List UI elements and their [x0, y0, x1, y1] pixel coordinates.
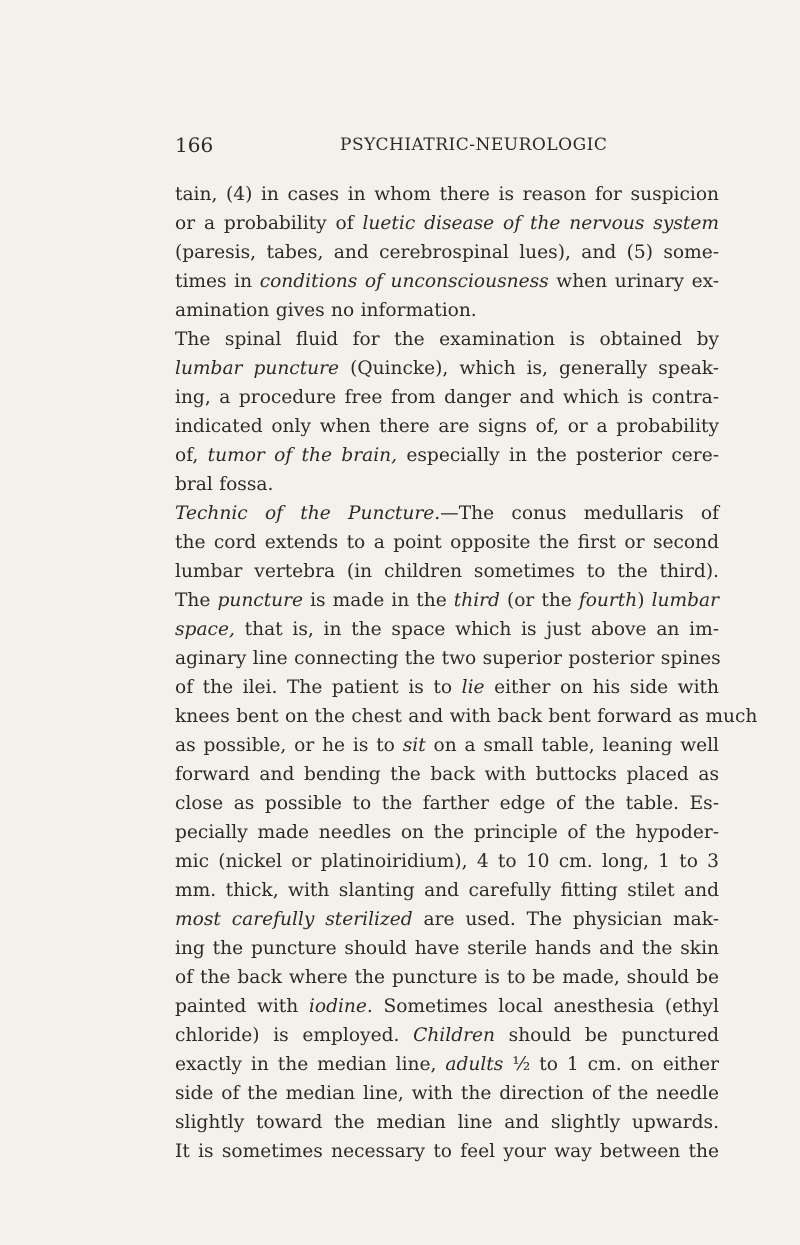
text-line: aginary line connecting the two superior posterior spines: [175, 648, 721, 669]
text-line: lumbar puncture (Quincke), which is, generally speak-: [175, 358, 720, 379]
text-line: (paresis, tabes, and cerebrospinal lues), and (5) some-: [175, 242, 719, 263]
emphasis: space,: [175, 619, 235, 640]
page-header: [175, 133, 715, 163]
text-line: side of the median line, with the direction of the needle: [175, 1083, 719, 1104]
text-line: ing the puncture should have sterile hands and the skin: [175, 938, 719, 959]
text-line: amination gives no information.: [175, 300, 477, 321]
emphasis: adults: [445, 1054, 504, 1075]
text-line: painted with iodine. Sometimes local anesthesia (ethyl: [175, 996, 719, 1017]
emphasis: lumbar: [651, 590, 719, 611]
emphasis: Children: [413, 1025, 495, 1046]
text-line: It is sometimes necessary to feel your way between the: [175, 1141, 719, 1162]
text-line: tain, (4) in cases in whom there is reason for suspicion: [175, 184, 719, 205]
emphasis: Technic of the Puncture.: [175, 503, 441, 524]
emphasis: iodine.: [308, 996, 373, 1017]
text-line: most carefully sterilized are used. The physician mak-: [175, 909, 719, 930]
text-line: forward and bending the back with buttocks placed as: [175, 764, 719, 785]
text-line: close as possible to the farther edge of the table. Es-: [175, 793, 719, 814]
text-line: mic (nickel or platinoiridium), 4 to 10 cm. long, 1 to 3: [175, 851, 719, 872]
text-line: space, that is, in the space which is just above an im-: [175, 619, 719, 640]
emphasis: sit: [402, 735, 426, 756]
text-line: times in conditions of unconsciousness when urinary ex-: [175, 271, 720, 292]
emphasis: tumor of the brain,: [207, 445, 398, 466]
text-line: of, tumor of the brain, especially in the posterior cere-: [175, 445, 719, 466]
text-line: The puncture is made in the third (or the fourth) lumbar: [175, 590, 719, 611]
text-line: the cord extends to a point opposite the first or second: [175, 532, 719, 553]
text-line: slightly toward the median line and slightly upwards.: [175, 1112, 719, 1133]
emphasis: puncture: [217, 590, 304, 611]
emphasis: luetic disease of the nervous system: [362, 213, 719, 234]
text-line: ing, a procedure free from danger and which is contra-: [175, 387, 719, 408]
emphasis: lie: [461, 677, 485, 698]
text-line: indicated only when there are signs of, or a probability: [175, 416, 719, 437]
emphasis: third: [453, 590, 500, 611]
text-line: pecially made needles on the principle of the hypoder-: [175, 822, 719, 843]
text-line: exactly in the median line, adults ½ to 1 cm. on either: [175, 1054, 719, 1075]
emphasis: fourth: [578, 590, 638, 611]
text-line: lumbar vertebra (in children sometimes to the third).: [175, 561, 719, 582]
body-text: [175, 180, 758, 1166]
text-line: as possible, or he is to sit on a small table, leaning well: [175, 735, 720, 756]
text-line: mm. thick, with slanting and carefully fitting stilet and: [175, 880, 719, 901]
text-line: Technic of the Puncture.—The conus medullaris of: [175, 503, 719, 524]
emphasis: lumbar puncture: [175, 358, 340, 379]
emphasis: most carefully sterilized: [175, 909, 413, 930]
text-line: or a probability of luetic disease of the nervous system: [175, 213, 719, 234]
page-number: 166: [175, 133, 214, 157]
text-line: bral fossa.: [175, 474, 274, 495]
running-head: PSYCHIATRIC-NEUROLOGIC: [340, 135, 608, 155]
text-line: The spinal fluid for the examination is obtained by: [175, 329, 719, 350]
emphasis: conditions of unconsciousness: [259, 271, 549, 292]
text-line: knees bent on the chest and with back bent forward as much: [175, 706, 758, 727]
text-line: of the ilei. The patient is to lie either on his side with: [175, 677, 719, 698]
text-line: chloride) is employed. Children should be punctured: [175, 1025, 719, 1046]
text-line: of the back where the puncture is to be made, should be: [175, 967, 719, 988]
